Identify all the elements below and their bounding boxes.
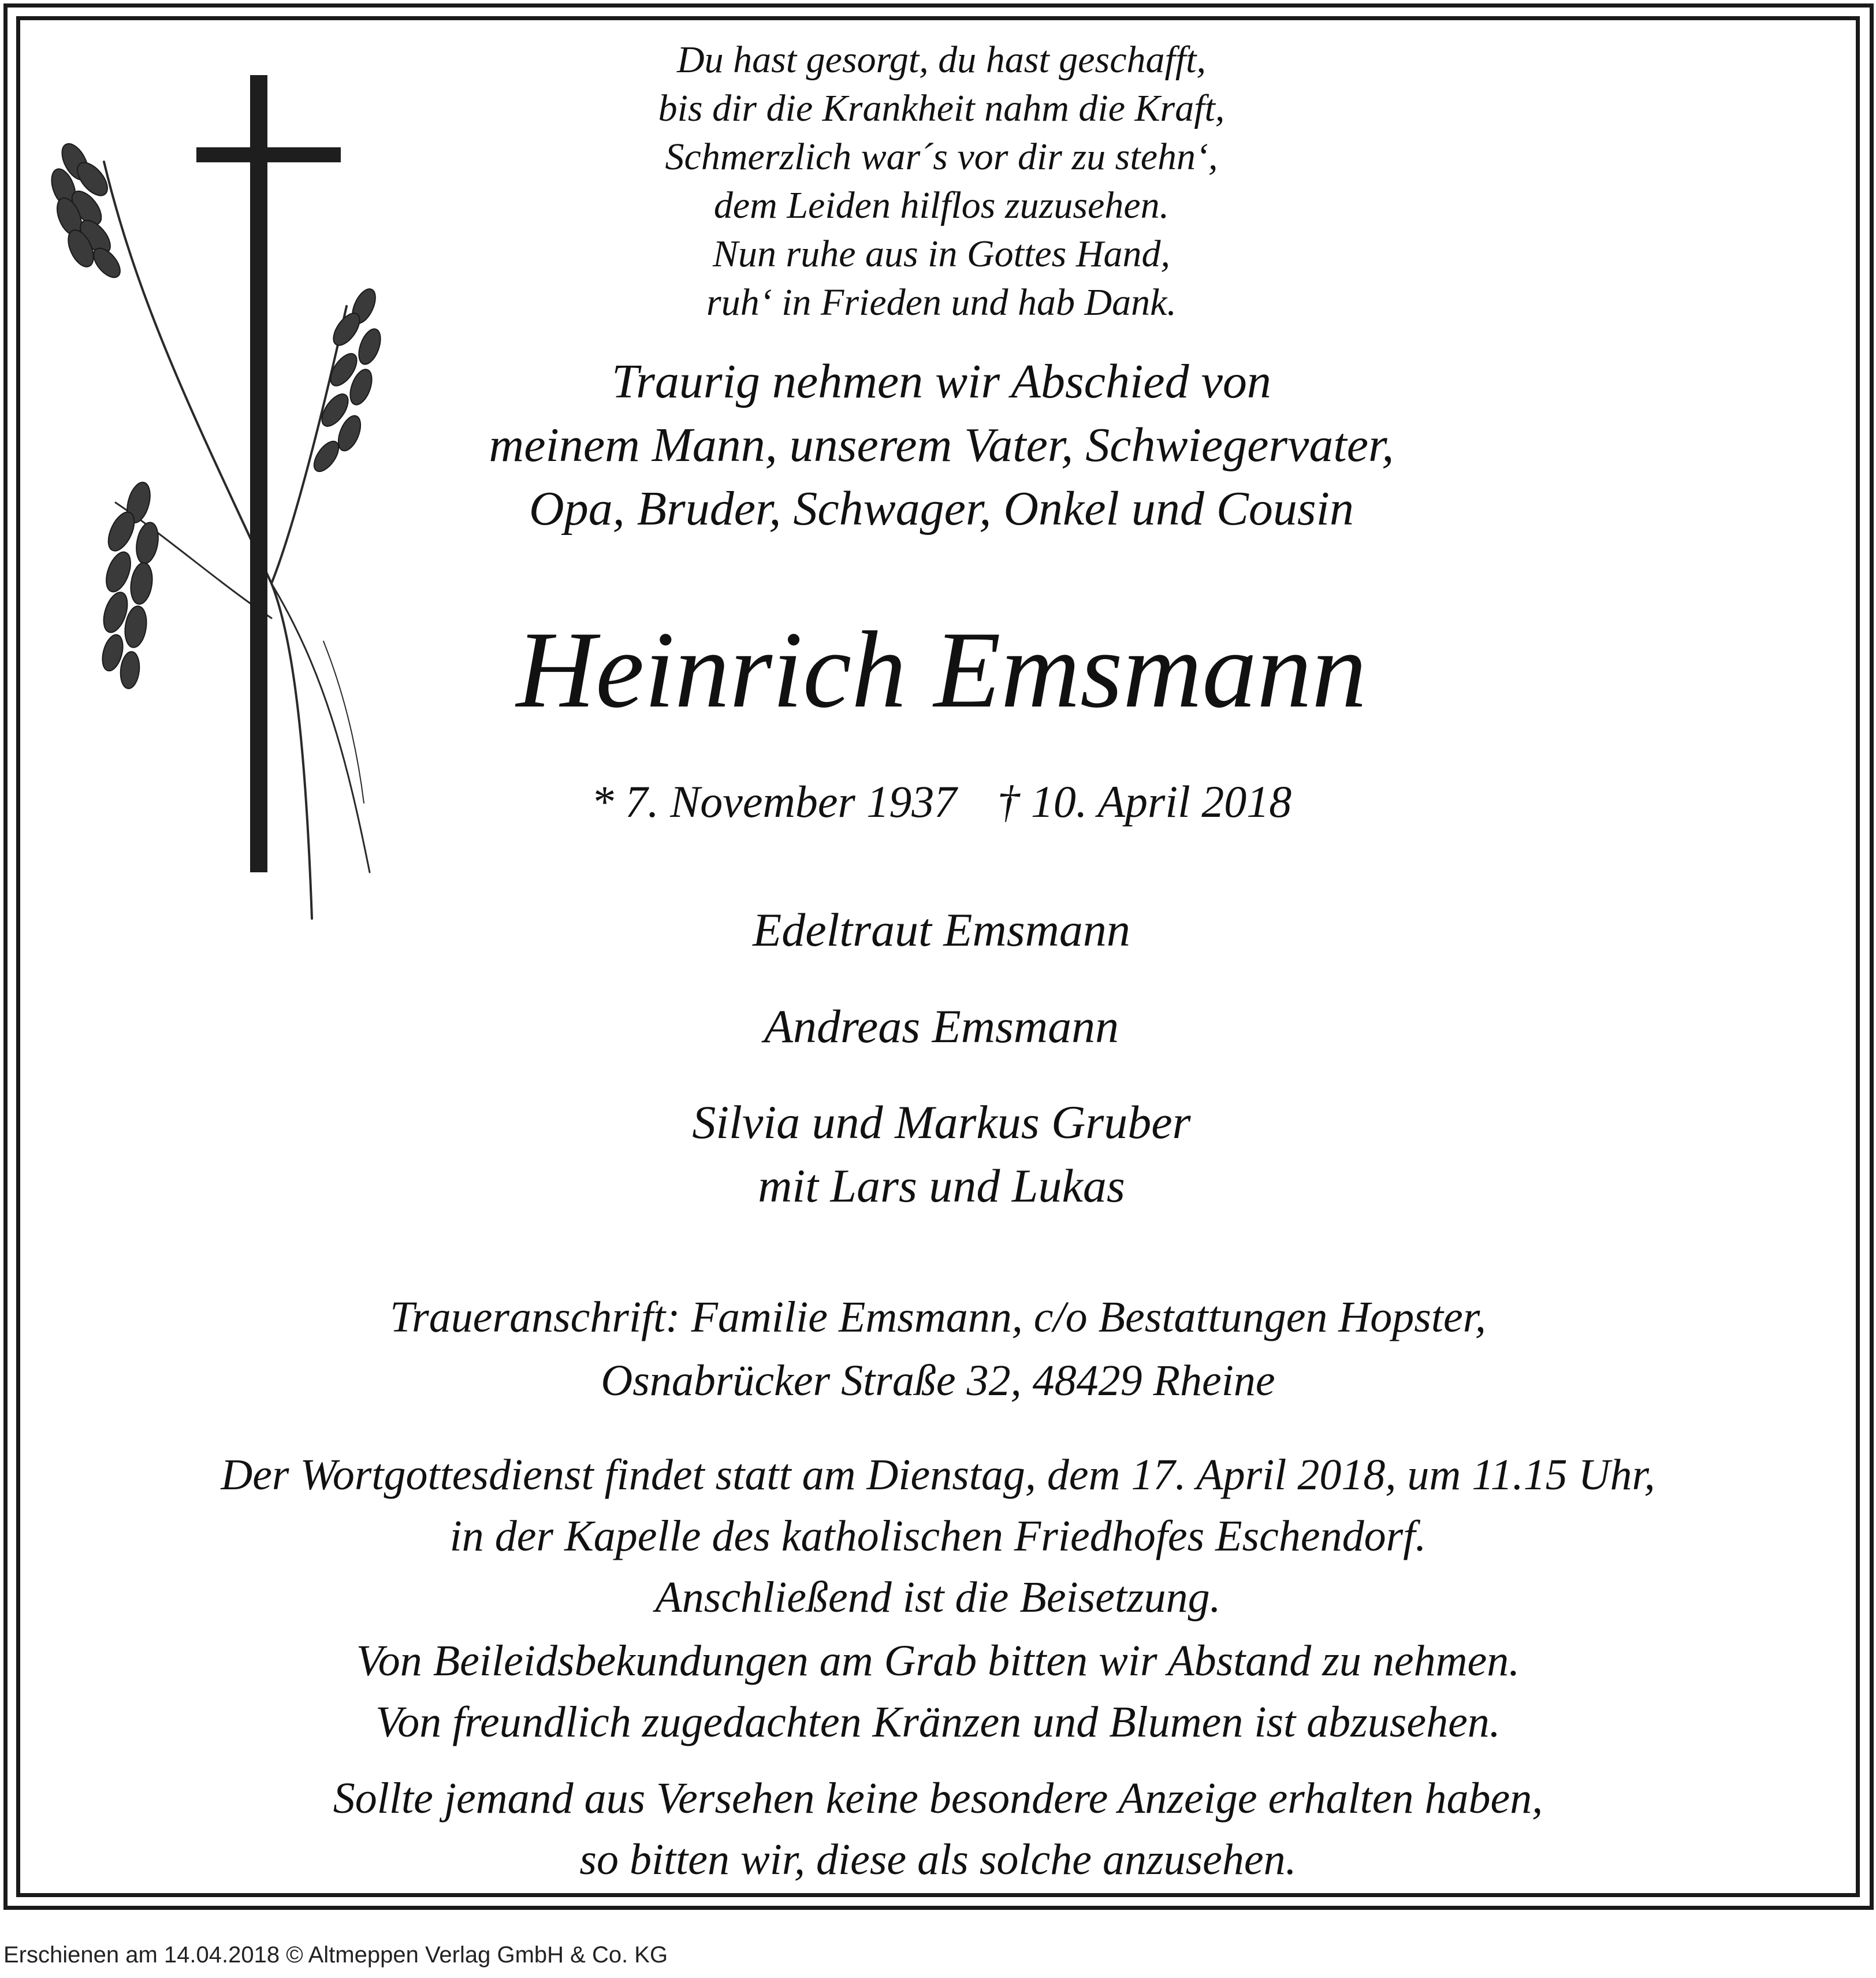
service-line: in der Kapelle des katholischen Friedhofes Eschendorf. [449,1512,1427,1560]
address-line: Traueranschrift: Familie Emsmann, c/o Bestattungen Hopster, [390,1293,1486,1341]
service-info [0,1444,1876,1628]
farewell-intro [358,350,1525,541]
notice-line: so bitten wir, diese als solche anzusehen. [579,1835,1297,1884]
death-date: † 10. April 2018 [997,776,1292,827]
condolence-note [0,1630,1876,1753]
intro-line: meinem Mann, unserem Vater, Schwiegervater, [489,418,1394,472]
condolence-line: Von Beileidsbekundungen am Grab bitten wir Abstand zu nehmen. [356,1637,1520,1685]
mourner-son: Andreas Emsmann [764,1000,1119,1053]
intro-line: Traurig nehmen wir Abschied von [612,355,1271,408]
condolence-line: Von freundlich zugedachten Kränzen und Blumen ist abzusehen. [375,1698,1501,1746]
poem-line: bis dir die Krankheit nahm die Kraft, [658,87,1225,129]
deceased-name: Heinrich Emsmann [516,609,1367,731]
mourner-line: Silvia und Markus Gruber [692,1096,1191,1148]
mourner-line: mit Lars und Lukas [758,1159,1125,1212]
poem-line: Du hast gesorgt, du hast geschafft, [676,39,1207,81]
notice-line: Sollte jemand aus Versehen keine besondere Anzeige erhalten haben, [333,1774,1543,1823]
poem-line: dem Leiden hilflos zuzusehen. [713,184,1170,226]
mourner-family [358,1091,1525,1218]
life-dates [358,773,1525,831]
poem-line: ruh‘ in Frieden und hab Dank. [706,281,1177,324]
address-line: Osnabrücker Straße 32, 48429 Rheine [601,1356,1275,1405]
poem-line: Schmerzlich war´s vor dir zu stehn‘, [665,136,1218,178]
publication-footer: Erschienen am 14.04.2018 © Altmeppen Verlag GmbH & Co. KG [3,1942,668,1968]
intro-line: Opa, Bruder, Schwager, Onkel und Cousin [529,482,1354,536]
service-line: Anschließend ist die Beisetzung. [655,1573,1221,1622]
notice-note [0,1768,1876,1890]
mourning-address [0,1285,1876,1412]
poem [358,36,1525,327]
service-line: Der Wortgottesdienst findet statt am Dienstag, dem 17. April 2018, um 11.15 Uhr, [221,1451,1655,1499]
birth-date: * 7. November 1937 [591,776,957,827]
mourner-spouse: Edeltraut Emsmann [753,904,1130,956]
poem-line: Nun ruhe aus in Gottes Hand, [713,233,1170,275]
